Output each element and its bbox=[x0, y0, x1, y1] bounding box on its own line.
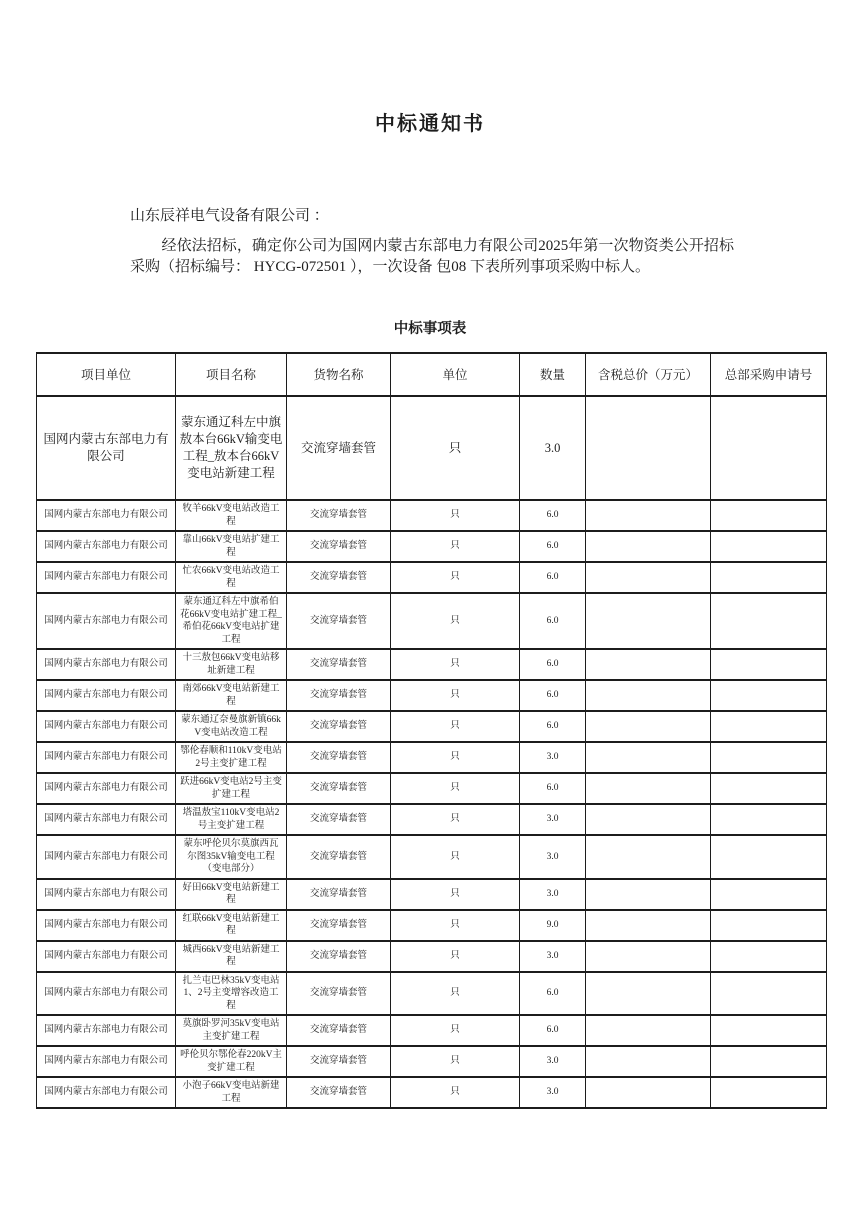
cell-goods-name: 交流穿墙套管 bbox=[287, 711, 391, 742]
cell-quantity: 6.0 bbox=[520, 649, 586, 680]
cell-quantity: 3.0 bbox=[520, 396, 586, 500]
table-row bbox=[37, 1077, 827, 1108]
cell-measure-unit: 只 bbox=[391, 773, 520, 804]
cell-project-unit: 国网内蒙古东部电力有限公司 bbox=[37, 804, 176, 835]
cell-project-unit: 国网内蒙古东部电力有限公司 bbox=[37, 879, 176, 910]
cell-quantity: 6.0 bbox=[520, 972, 586, 1016]
salutation: 山东辰祥电气设备有限公司 ： bbox=[130, 208, 329, 224]
cell-quantity: 3.0 bbox=[520, 879, 586, 910]
cell-project-unit: 国网内蒙古东部电力有限公司 bbox=[37, 531, 176, 562]
cell-total-price bbox=[586, 562, 711, 593]
cell-quantity: 3.0 bbox=[520, 835, 586, 879]
col-header-project-unit: 项目单位 bbox=[37, 353, 176, 396]
table-row bbox=[37, 835, 827, 879]
cell-purchase-request-no bbox=[711, 531, 827, 562]
cell-project-name: 靠山66kV变电站扩建工程 bbox=[176, 531, 287, 562]
table-row bbox=[37, 742, 827, 773]
cell-purchase-request-no bbox=[711, 649, 827, 680]
cell-total-price bbox=[586, 500, 711, 531]
cell-purchase-request-no bbox=[711, 1046, 827, 1077]
cell-total-price bbox=[586, 531, 711, 562]
cell-measure-unit: 只 bbox=[391, 941, 520, 972]
cell-measure-unit: 只 bbox=[391, 1046, 520, 1077]
cell-goods-name: 交流穿墙套管 bbox=[287, 396, 391, 500]
cell-total-price bbox=[586, 835, 711, 879]
cell-total-price bbox=[586, 879, 711, 910]
cell-purchase-request-no bbox=[711, 711, 827, 742]
col-header-goods-name: 货物名称 bbox=[287, 353, 391, 396]
table-row bbox=[37, 711, 827, 742]
col-header-total-price: 含税总价（万元） bbox=[586, 353, 711, 396]
table-row bbox=[37, 910, 827, 941]
cell-goods-name: 交流穿墙套管 bbox=[287, 941, 391, 972]
cell-project-unit: 国网内蒙古东部电力有限公司 bbox=[37, 500, 176, 531]
cell-total-price bbox=[586, 804, 711, 835]
table-row bbox=[37, 396, 827, 500]
cell-measure-unit: 只 bbox=[391, 1015, 520, 1046]
cell-quantity: 9.0 bbox=[520, 910, 586, 941]
cell-goods-name: 交流穿墙套管 bbox=[287, 1046, 391, 1077]
cell-project-name: 城西66kV变电站新建工程 bbox=[176, 941, 287, 972]
cell-measure-unit: 只 bbox=[391, 835, 520, 879]
cell-project-name: 红联66kV变电站新建工程 bbox=[176, 910, 287, 941]
cell-measure-unit: 只 bbox=[391, 396, 520, 500]
cell-project-unit: 国网内蒙古东部电力有限公司 bbox=[37, 941, 176, 972]
cell-project-name: 十三敖包66kV变电站移址新建工程 bbox=[176, 649, 287, 680]
cell-quantity: 3.0 bbox=[520, 804, 586, 835]
cell-quantity: 6.0 bbox=[520, 500, 586, 531]
cell-measure-unit: 只 bbox=[391, 804, 520, 835]
cell-purchase-request-no bbox=[711, 680, 827, 711]
cell-purchase-request-no bbox=[711, 835, 827, 879]
cell-project-unit: 国网内蒙古东部电力有限公司 bbox=[37, 1015, 176, 1046]
cell-project-unit: 国网内蒙古东部电力有限公司 bbox=[37, 742, 176, 773]
cell-project-name: 小泡子66kV变电站新建工程 bbox=[176, 1077, 287, 1108]
cell-goods-name: 交流穿墙套管 bbox=[287, 879, 391, 910]
cell-project-unit: 国网内蒙古东部电力有限公司 bbox=[37, 1046, 176, 1077]
cell-goods-name: 交流穿墙套管 bbox=[287, 835, 391, 879]
cell-purchase-request-no bbox=[711, 396, 827, 500]
cell-project-unit: 国网内蒙古东部电力有限公司 bbox=[37, 711, 176, 742]
cell-purchase-request-no bbox=[711, 773, 827, 804]
table-row bbox=[37, 879, 827, 910]
cell-project-unit: 国网内蒙古东部电力有限公司 bbox=[37, 680, 176, 711]
cell-purchase-request-no bbox=[711, 972, 827, 1016]
table-row bbox=[37, 773, 827, 804]
cell-total-price bbox=[586, 593, 711, 649]
cell-project-name: 蒙东通辽科左中旗希伯花66kV变电站扩建工程_希伯花66kV变电站扩建工程 bbox=[176, 593, 287, 649]
cell-project-name: 蒙东呼伦贝尔莫旗西瓦尔图35kV输变电工程（变电部分） bbox=[176, 835, 287, 879]
cell-goods-name: 交流穿墙套管 bbox=[287, 1077, 391, 1108]
table-row bbox=[37, 1046, 827, 1077]
cell-project-unit: 国网内蒙古东部电力有限公司 bbox=[37, 972, 176, 1016]
cell-total-price bbox=[586, 910, 711, 941]
page-title: 中标通知书 bbox=[375, 113, 485, 135]
cell-total-price bbox=[586, 396, 711, 500]
cell-project-unit: 国网内蒙古东部电力有限公司 bbox=[37, 835, 176, 879]
cell-goods-name: 交流穿墙套管 bbox=[287, 500, 391, 531]
cell-quantity: 3.0 bbox=[520, 941, 586, 972]
cell-purchase-request-no bbox=[711, 941, 827, 972]
cell-project-unit: 国网内蒙古东部电力有限公司 bbox=[37, 1077, 176, 1108]
cell-measure-unit: 只 bbox=[391, 742, 520, 773]
cell-measure-unit: 只 bbox=[391, 500, 520, 531]
cell-goods-name: 交流穿墙套管 bbox=[287, 649, 391, 680]
table-row bbox=[37, 562, 827, 593]
cell-measure-unit: 只 bbox=[391, 910, 520, 941]
cell-project-name: 塔温敖宝110kV变电站2号主变扩建工程 bbox=[176, 804, 287, 835]
cell-project-name: 呼伦贝尔鄂伦春220kV主变扩建工程 bbox=[176, 1046, 287, 1077]
cell-measure-unit: 只 bbox=[391, 879, 520, 910]
col-header-project-name: 项目名称 bbox=[176, 353, 287, 396]
col-header-measure-unit: 单位 bbox=[391, 353, 520, 396]
table-row bbox=[37, 941, 827, 972]
table-row bbox=[37, 500, 827, 531]
cell-project-unit: 国网内蒙古东部电力有限公司 bbox=[37, 396, 176, 500]
cell-total-price bbox=[586, 742, 711, 773]
cell-purchase-request-no bbox=[711, 1015, 827, 1046]
cell-goods-name: 交流穿墙套管 bbox=[287, 742, 391, 773]
cell-goods-name: 交流穿墙套管 bbox=[287, 804, 391, 835]
cell-total-price bbox=[586, 649, 711, 680]
table-row bbox=[37, 649, 827, 680]
body-paragraph: 经依法招标，确定你公司为国网内蒙古东部电力有限公司2025年第一次物资类公开招标采购（招标编号： HYCG-072501 ），一次设备 包08 下表所列事项采购中标人。 bbox=[130, 238, 734, 275]
cell-total-price bbox=[586, 1015, 711, 1046]
cell-project-name: 扎兰屯巴林35kV变电站1、2号主变增容改造工程 bbox=[176, 972, 287, 1016]
cell-purchase-request-no bbox=[711, 1077, 827, 1108]
cell-project-unit: 国网内蒙古东部电力有限公司 bbox=[37, 562, 176, 593]
cell-goods-name: 交流穿墙套管 bbox=[287, 1015, 391, 1046]
award-table-body bbox=[37, 396, 827, 1108]
cell-project-name: 南郊66kV变电站新建工程 bbox=[176, 680, 287, 711]
cell-goods-name: 交流穿墙套管 bbox=[287, 972, 391, 1016]
table-title: 中标事项表 bbox=[393, 321, 467, 337]
col-header-quantity: 数量 bbox=[520, 353, 586, 396]
cell-quantity: 3.0 bbox=[520, 1046, 586, 1077]
cell-purchase-request-no bbox=[711, 500, 827, 531]
cell-quantity: 6.0 bbox=[520, 593, 586, 649]
cell-goods-name: 交流穿墙套管 bbox=[287, 773, 391, 804]
cell-quantity: 6.0 bbox=[520, 711, 586, 742]
cell-project-name: 蒙东通辽奈曼旗新镇66kV变电站改造工程 bbox=[176, 711, 287, 742]
cell-measure-unit: 只 bbox=[391, 562, 520, 593]
cell-purchase-request-no bbox=[711, 804, 827, 835]
cell-purchase-request-no bbox=[711, 910, 827, 941]
cell-total-price bbox=[586, 941, 711, 972]
cell-project-name: 跃进66kV变电站2号主变扩建工程 bbox=[176, 773, 287, 804]
cell-total-price bbox=[586, 1046, 711, 1077]
award-table-head bbox=[37, 353, 827, 396]
cell-measure-unit: 只 bbox=[391, 711, 520, 742]
cell-purchase-request-no bbox=[711, 562, 827, 593]
table-row bbox=[37, 1015, 827, 1046]
cell-quantity: 6.0 bbox=[520, 680, 586, 711]
table-row bbox=[37, 593, 827, 649]
cell-measure-unit: 只 bbox=[391, 593, 520, 649]
award-table bbox=[36, 352, 827, 1109]
table-row bbox=[37, 531, 827, 562]
cell-quantity: 6.0 bbox=[520, 773, 586, 804]
cell-goods-name: 交流穿墙套管 bbox=[287, 531, 391, 562]
cell-total-price bbox=[586, 680, 711, 711]
cell-quantity: 6.0 bbox=[520, 1015, 586, 1046]
cell-measure-unit: 只 bbox=[391, 972, 520, 1016]
cell-purchase-request-no bbox=[711, 742, 827, 773]
cell-project-unit: 国网内蒙古东部电力有限公司 bbox=[37, 649, 176, 680]
cell-quantity: 3.0 bbox=[520, 742, 586, 773]
cell-total-price bbox=[586, 1077, 711, 1108]
cell-goods-name: 交流穿墙套管 bbox=[287, 680, 391, 711]
cell-measure-unit: 只 bbox=[391, 1077, 520, 1108]
cell-project-name: 好田66kV变电站新建工程 bbox=[176, 879, 287, 910]
col-header-purchase-request-no: 总部采购申请号 bbox=[711, 353, 827, 396]
cell-project-unit: 国网内蒙古东部电力有限公司 bbox=[37, 910, 176, 941]
cell-project-name: 莫旗卧罗河35kV变电站主变扩建工程 bbox=[176, 1015, 287, 1046]
table-row bbox=[37, 972, 827, 1016]
cell-purchase-request-no bbox=[711, 593, 827, 649]
cell-project-name: 蒙东通辽科左中旗敖本台66kV输变电工程_敖本台66kV变电站新建工程 bbox=[176, 396, 287, 500]
cell-quantity: 6.0 bbox=[520, 562, 586, 593]
cell-quantity: 6.0 bbox=[520, 531, 586, 562]
cell-project-name: 忙农66kV变电站改造工程 bbox=[176, 562, 287, 593]
cell-project-unit: 国网内蒙古东部电力有限公司 bbox=[37, 773, 176, 804]
cell-total-price bbox=[586, 972, 711, 1016]
cell-quantity: 3.0 bbox=[520, 1077, 586, 1108]
header-row bbox=[37, 353, 827, 396]
cell-goods-name: 交流穿墙套管 bbox=[287, 910, 391, 941]
table-row bbox=[37, 804, 827, 835]
cell-goods-name: 交流穿墙套管 bbox=[287, 593, 391, 649]
cell-purchase-request-no bbox=[711, 879, 827, 910]
table-row bbox=[37, 680, 827, 711]
cell-measure-unit: 只 bbox=[391, 649, 520, 680]
cell-project-unit: 国网内蒙古东部电力有限公司 bbox=[37, 593, 176, 649]
cell-project-name: 鄂伦春顺和110kV变电站2号主变扩建工程 bbox=[176, 742, 287, 773]
cell-total-price bbox=[586, 711, 711, 742]
cell-measure-unit: 只 bbox=[391, 680, 520, 711]
cell-goods-name: 交流穿墙套管 bbox=[287, 562, 391, 593]
cell-measure-unit: 只 bbox=[391, 531, 520, 562]
cell-project-name: 牧羊66kV变电站改造工程 bbox=[176, 500, 287, 531]
cell-total-price bbox=[586, 773, 711, 804]
